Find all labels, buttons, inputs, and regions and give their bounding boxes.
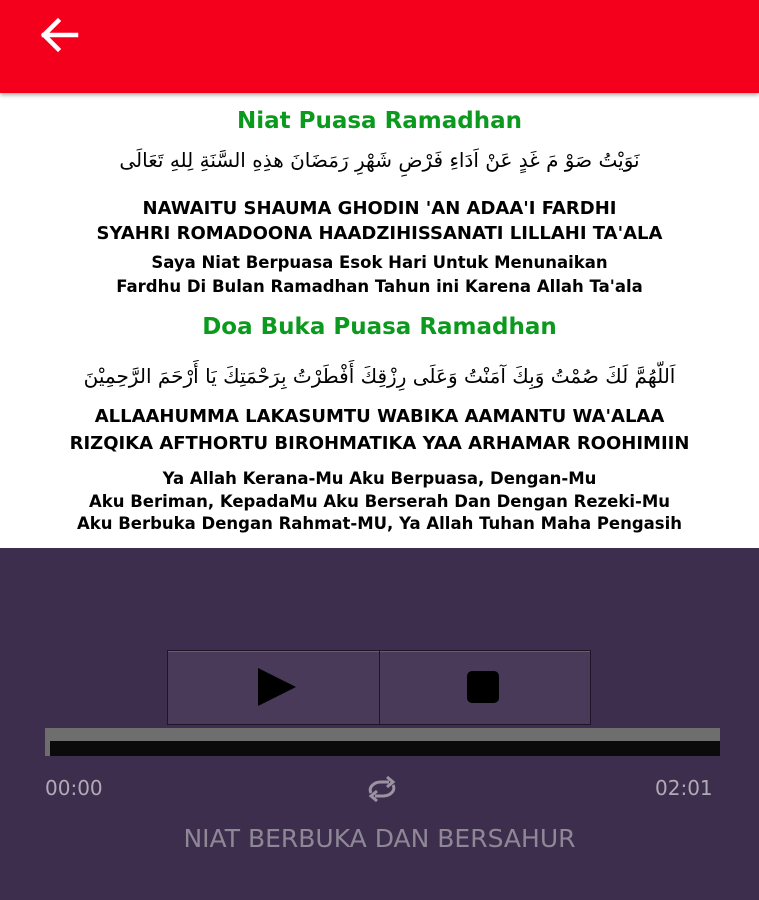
niat-latin-line-2: SYAHRI ROMADOONA HAADZIHISSANATI LILLAHI TA'ALA [96, 223, 663, 244]
seek-bar-track [50, 741, 720, 756]
doa-latin-line-2: RIZQIKA AFTHORTU BIROHMATIKA YAA ARHAMAR ROOHIMIIN [69, 433, 690, 454]
stop-button[interactable] [380, 651, 590, 724]
niat-latin-line-1: NAWAITU SHAUMA GHODIN 'AN ADAA'I FARDHI [142, 198, 617, 219]
prayer-content [0, 93, 759, 548]
doa-translation-line-1: Ya Allah Kerana-Mu Aku Berpuasa, Dengan-Mu [162, 469, 597, 488]
player-controls [167, 650, 591, 725]
doa-title: Doa Buka Puasa Ramadhan [202, 314, 557, 340]
current-time: 00:00 [45, 776, 103, 800]
back-button[interactable] [38, 15, 82, 55]
app-bar [0, 0, 759, 93]
niat-translation-line-1: Saya Niat Berpuasa Esok Hari Untuk Menunaikan [151, 253, 608, 272]
play-button[interactable] [168, 651, 380, 724]
niat-translation-line-2: Fardhu Di Bulan Ramadhan Tahun ini Karena Allah Ta'ala [116, 277, 643, 296]
track-title: NIAT BERBUKA DAN BERSAHUR [183, 824, 576, 853]
repeat-icon [362, 774, 402, 804]
arrow-left-icon [38, 15, 82, 55]
doa-translation-line-3: Aku Berbuka Dengan Rahmat-MU, Ya Allah Tuhan Maha Pengasih [76, 514, 683, 533]
stop-icon [380, 651, 590, 724]
total-time: 02:01 [655, 776, 713, 800]
niat-title: Niat Puasa Ramadhan [236, 108, 523, 134]
audio-player [0, 548, 759, 900]
doa-arabic-text: اَللّهُمَّ لَكَ صُمْتُ وَبِكَ آمَنْتُ وَعَلَى رِزْقِكَ أَفْطَرْتُ بِرَحْمَتِكَ يَا أَرْحَمَ الرَّحِمِيْنَ [83, 364, 676, 388]
repeat-button[interactable] [362, 774, 402, 804]
play-icon [168, 651, 379, 724]
niat-arabic-text: نَوَيْتُ صَوْ مَ غَدٍ عَنْ اَدَاءِ فَرْضِ شَهْرِ رَمَضَانَ هذِهِ السَّنَةِ لِلهِ تَعَالَى [119, 148, 640, 172]
doa-latin-line-1: ALLAAHUMMA LAKASUMTU WABIKA AAMANTU WA'ALAA [94, 406, 665, 427]
doa-translation-line-2: Aku Beriman, KepadaMu Aku Berserah Dan Dengan Rezeki-Mu [88, 492, 670, 511]
seek-bar[interactable] [45, 728, 720, 756]
